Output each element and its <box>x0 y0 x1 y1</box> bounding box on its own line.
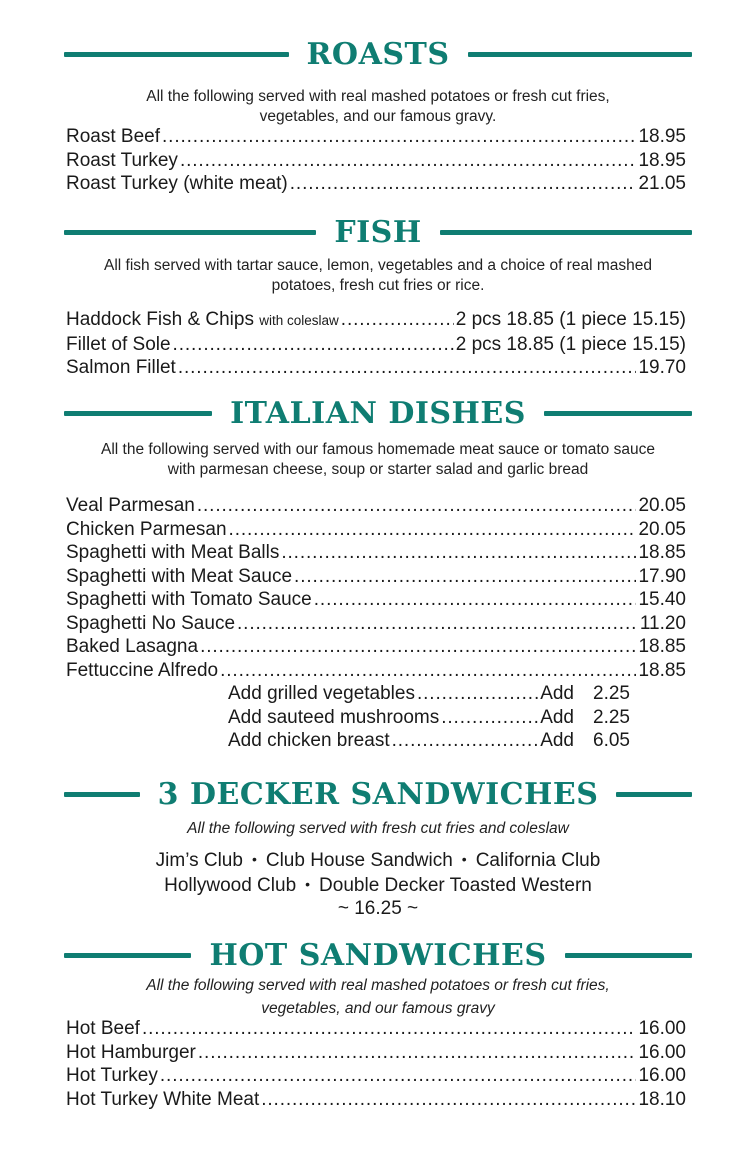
menu-item <box>66 518 686 542</box>
leader-dots <box>314 588 637 612</box>
hot-title: HOT SANDWICHES <box>209 937 547 973</box>
menu-item <box>66 333 686 357</box>
leader-dots <box>173 333 454 357</box>
addon-item <box>228 706 630 730</box>
menu-item <box>66 612 686 636</box>
menu-item <box>66 659 686 683</box>
leader-dots <box>417 682 538 706</box>
hot-note <box>50 974 706 1020</box>
leader-dots <box>441 706 538 730</box>
item-price: 2 pcs 18.85 (1 piece 15.15) <box>455 309 686 330</box>
header-rule-right <box>616 792 692 797</box>
item-name: Hot Turkey <box>66 1065 158 1086</box>
addon-item <box>228 729 630 753</box>
item-name: Hot Hamburger <box>66 1041 196 1063</box>
sandwich-name: Double Decker Toasted Western <box>319 874 592 896</box>
leader-dots <box>142 1017 637 1041</box>
leader-dots <box>178 356 637 380</box>
menu-item <box>66 1064 686 1088</box>
addon-price <box>540 729 630 753</box>
item-price: 18.95 <box>638 149 686 171</box>
item-price: 18.95 <box>638 126 686 147</box>
item-price: 16.00 <box>638 1041 686 1063</box>
item-price: 21.05 <box>638 173 686 194</box>
header-rule-left <box>64 411 212 416</box>
italian-note-line-1: All the following served with our famous homemade meat sauce or tomato sauce <box>101 441 655 458</box>
menu-item <box>66 125 686 149</box>
decker-line-2 <box>50 873 706 898</box>
roasts-note-line-1: All the following served with real mashed potatoes or fresh cut fries, <box>146 88 610 105</box>
item-name: Veal Parmesan <box>66 495 195 516</box>
item-price: 11.20 <box>639 612 686 634</box>
item-price: 18.85 <box>638 636 686 657</box>
item-name: Hot Beef <box>66 1018 140 1039</box>
italian-note <box>50 440 706 480</box>
item-name: Spaghetti No Sauce <box>66 612 236 634</box>
roasts-header <box>64 34 692 74</box>
hot-note-line-2: vegetables, and our famous gravy <box>261 1000 495 1017</box>
leader-dots <box>294 565 636 589</box>
addon-amount: 2.25 <box>593 706 630 728</box>
sandwich-name: California Club <box>475 850 601 871</box>
bullet-separator: • <box>251 851 257 867</box>
item-name <box>66 308 339 333</box>
header-rule-right <box>565 953 692 958</box>
italian-title: ITALIAN DISHES <box>230 395 526 431</box>
menu-item <box>66 541 686 565</box>
leader-dots <box>162 125 636 149</box>
item-price: 15.40 <box>638 589 686 610</box>
item-name: Spaghetti with Meat Balls <box>66 542 280 563</box>
fish-note <box>50 256 706 296</box>
bullet-separator: • <box>461 851 467 867</box>
item-side-note: with coleslaw <box>259 313 339 328</box>
menu-item <box>66 1017 686 1041</box>
fish-header <box>64 212 692 252</box>
addon-item <box>228 682 630 706</box>
header-rule-left <box>64 953 191 958</box>
roasts-note <box>50 87 706 127</box>
leader-dots <box>229 518 637 542</box>
header-rule-right <box>468 52 693 57</box>
item-price: 2 pcs 18.85 (1 piece 15.15) <box>455 333 686 355</box>
decker-header <box>64 774 692 814</box>
menu-item <box>66 149 686 173</box>
item-name: Fettuccine Alfredo <box>66 659 219 681</box>
leader-dots <box>198 1041 637 1065</box>
fish-note-line-2: potatoes, fresh cut fries or rice. <box>271 277 485 294</box>
leader-dots <box>392 729 539 753</box>
item-price: 16.00 <box>638 1065 686 1086</box>
menu-item <box>66 1041 686 1065</box>
hot-header <box>64 935 692 975</box>
roasts-title: ROASTS <box>306 36 450 72</box>
sandwich-name: Club House Sandwich <box>265 850 453 871</box>
header-rule-left <box>64 792 140 797</box>
menu-item <box>66 308 686 333</box>
leader-dots <box>197 494 637 518</box>
leader-dots <box>160 1064 637 1088</box>
sandwich-name: Hollywood Club <box>164 874 297 896</box>
decker-price: ~ 16.25 ~ <box>337 898 419 919</box>
addon-name: Add chicken breast <box>228 730 390 751</box>
leader-dots <box>261 1088 636 1112</box>
decker-note: All the following served with fresh cut fries and coleslaw <box>187 820 569 837</box>
leader-dots <box>290 172 637 196</box>
header-rule-right <box>544 411 692 416</box>
bullet-separator: • <box>305 875 311 892</box>
header-rule-left <box>64 230 316 235</box>
item-price: 18.85 <box>638 659 686 681</box>
leader-dots <box>180 149 637 173</box>
item-price: 16.00 <box>638 1018 686 1039</box>
item-price: 20.05 <box>638 495 686 516</box>
menu-item <box>66 1088 686 1112</box>
item-name: Roast Beef <box>66 126 160 147</box>
item-name: Chicken Parmesan <box>66 518 227 540</box>
italian-note-line-2: with parmesan cheese, soup or starter salad and garlic bread <box>167 461 589 478</box>
header-rule-right <box>440 230 692 235</box>
item-name: Roast Turkey <box>66 149 178 171</box>
item-name: Roast Turkey (white meat) <box>66 173 288 194</box>
decker-sandwich-list <box>50 848 706 921</box>
italian-addons <box>228 682 630 753</box>
item-name: Hot Turkey White Meat <box>66 1088 260 1110</box>
sandwich-name: Jim’s Club <box>155 850 243 871</box>
header-rule-left <box>64 52 289 57</box>
addon-amount: 2.25 <box>593 683 630 704</box>
menu-item <box>66 635 686 659</box>
item-price: 20.05 <box>638 518 686 540</box>
item-price: 19.70 <box>638 357 686 378</box>
item-price: 18.10 <box>638 1088 686 1110</box>
menu-item <box>66 172 686 196</box>
addon-amount: 6.05 <box>593 730 630 751</box>
italian-items <box>66 494 686 682</box>
leader-dots <box>237 612 638 636</box>
hot-items <box>66 1017 686 1111</box>
fish-note-line-1: All fish served with tartar sauce, lemon, vegetables and a choice of real mashed <box>104 257 652 274</box>
menu-item <box>66 588 686 612</box>
fish-title: FISH <box>334 214 422 250</box>
italian-header <box>64 393 692 433</box>
addon-price <box>540 682 630 706</box>
hot-note-line-1: All the following served with real mashed potatoes or fresh cut fries, <box>146 977 610 994</box>
item-name: Spaghetti with Meat Sauce <box>66 565 293 587</box>
item-name: Baked Lasagna <box>66 636 199 657</box>
menu-item <box>66 494 686 518</box>
item-price: 18.85 <box>638 542 686 563</box>
addon-name: Add sauteed mushrooms <box>228 706 440 728</box>
addon-add-label: Add <box>540 683 574 704</box>
item-name: Spaghetti with Tomato Sauce <box>66 589 312 610</box>
menu-item <box>66 356 686 380</box>
addon-price <box>540 706 630 730</box>
roasts-note-line-2: vegetables, and our famous gravy. <box>259 108 497 125</box>
item-price: 17.90 <box>638 565 686 587</box>
addon-add-label: Add <box>540 706 574 728</box>
item-name: Fillet of Sole <box>66 333 171 355</box>
menu-item <box>66 565 686 589</box>
addon-name: Add grilled vegetables <box>228 683 415 704</box>
leader-dots <box>200 635 636 659</box>
addon-add-label: Add <box>540 730 574 751</box>
fish-items <box>66 308 686 380</box>
decker-title: 3 DECKER SANDWICHES <box>157 776 599 812</box>
decker-line-1 <box>50 848 706 873</box>
item-name-text: Haddock Fish & Chips <box>66 309 254 330</box>
leader-dots <box>220 659 636 683</box>
leader-dots <box>281 541 636 565</box>
roasts-items <box>66 125 686 196</box>
leader-dots <box>341 308 454 332</box>
item-name: Salmon Fillet <box>66 357 176 378</box>
